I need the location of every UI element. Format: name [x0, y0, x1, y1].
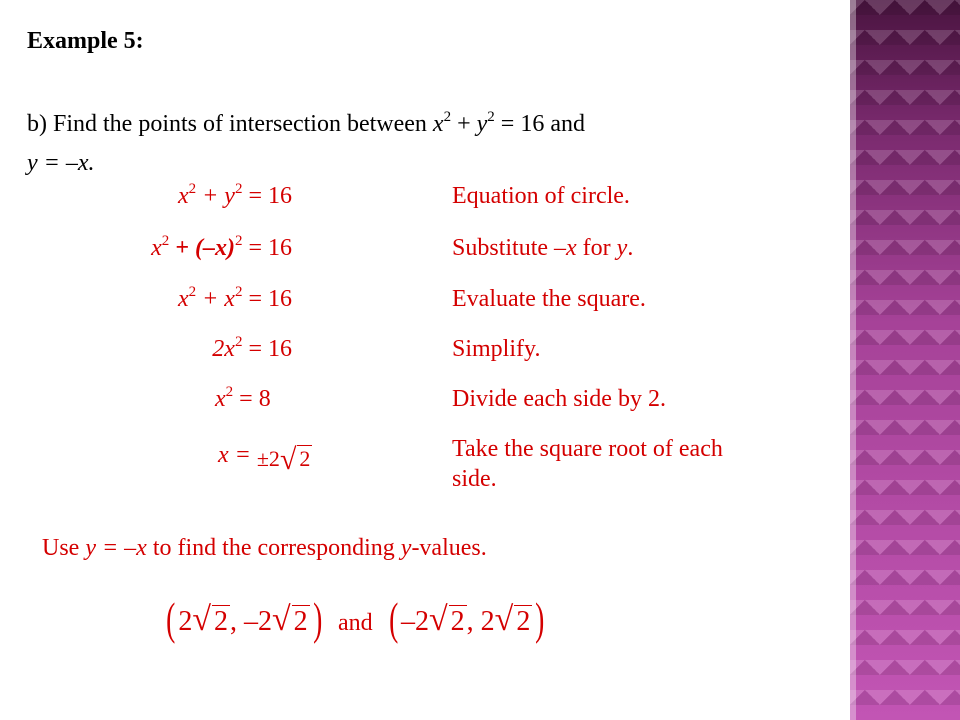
right-paren-icon: )	[535, 593, 545, 644]
step-equation-6: x = ±2√ 2	[218, 442, 311, 476]
problem-line-2: y = –x.	[27, 150, 95, 176]
problem-plus: +	[451, 111, 477, 137]
problem-exp-1: 2	[443, 109, 452, 125]
and-word: and	[338, 610, 373, 636]
problem-suffix: = 16 and	[494, 111, 585, 137]
step-description-4: Simplify.	[452, 336, 541, 362]
step-description-1: Equation of circle.	[452, 183, 630, 209]
problem-exp-2: 2	[487, 109, 495, 125]
left-paren-icon: (	[388, 593, 398, 644]
sidebar-edge	[850, 0, 856, 720]
step-equation-1: $x^2 + y^2 = 16$	[177, 181, 292, 209]
problem-var-y: y	[476, 111, 488, 137]
radical-sign-icon: √	[192, 601, 211, 638]
left-paren-icon: (	[166, 593, 176, 644]
step-description-3: Evaluate the square.	[452, 286, 646, 312]
step-description-2: Substitute –x for y.	[452, 235, 634, 261]
plus-minus-root: ±2√ 2	[256, 443, 311, 476]
page-title: Example 5:	[27, 28, 144, 54]
intersection-points: ( 2√ 2, –2√ 2 ) and ( –2√ 2, 2√ 2 )	[166, 593, 545, 644]
radical-sign-icon: √	[279, 443, 297, 476]
right-paren-icon: )	[312, 593, 322, 644]
followup-instruction: Use y = –x to find the corresponding y-values.	[42, 535, 487, 561]
radical-sign-icon: √	[494, 601, 514, 638]
step-equation-4: $2x^2 = 16$	[212, 334, 292, 362]
step-equation-3: $x^2 + x^2 = 16$	[177, 284, 292, 312]
decorative-sidebar	[850, 0, 960, 720]
step-description-5: Divide each side by 2.	[452, 386, 666, 412]
step-description-6: Take the square root of each side.	[452, 436, 723, 492]
problem-prefix: b) Find the points of intersection between	[27, 111, 433, 137]
radical-sign-icon: √	[428, 601, 448, 638]
problem-var-x: x	[432, 111, 444, 137]
radical-sign-icon: √	[272, 601, 291, 638]
step-equation-2: $x^2 + (-x)^2 = 16$	[151, 233, 292, 261]
step-equation-5: $x^2 = 8$	[215, 384, 271, 412]
problem-statement	[27, 106, 585, 181]
